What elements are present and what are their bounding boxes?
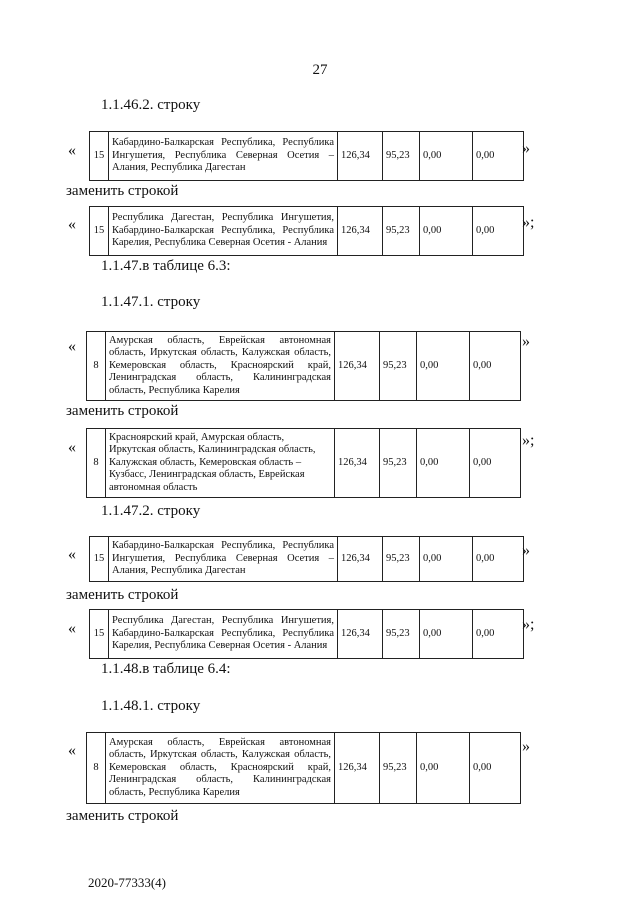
region-list: Республика Дагестан, Республика Ингушетия, Кабардино-Балкарская Республика, Республика Карелия, Республика Северная Осетия - Алания	[109, 610, 338, 659]
value-3: 0,00	[420, 610, 473, 659]
value-1: 126,34	[338, 207, 383, 256]
document-code: 2020-77333(4)	[88, 875, 166, 890]
quote-close: »	[522, 333, 530, 350]
value-2: 95,23	[383, 610, 420, 659]
table-row	[89, 206, 524, 256]
region-list: Амурская область, Еврейская автономная область, Иркутская область, Калужская область, Кемеровская область, Красноярский край, Ленинградская область, Калининградская область, Республика Карелия	[106, 332, 335, 401]
value-1: 126,34	[338, 537, 383, 582]
quote-close-semicolon: »;	[522, 616, 535, 633]
value-4: 0,00	[470, 733, 521, 804]
value-4: 0,00	[473, 610, 524, 659]
heading-1-1-47: 1.1.47.в таблице 6.3:	[101, 258, 231, 274]
quote-close: »	[522, 140, 530, 157]
replace-label: заменить строкой	[66, 403, 179, 419]
quote-close: »	[522, 738, 530, 755]
value-4: 0,00	[470, 332, 521, 401]
quote-close-semicolon: »;	[522, 214, 535, 231]
value-3: 0,00	[420, 132, 473, 181]
value-1: 126,34	[338, 610, 383, 659]
value-3: 0,00	[420, 207, 473, 256]
region-list: Кабардино-Балкарская Республика, Республика Ингушетия, Республика Северная Осетия – Алания, Республика Дагестан	[109, 132, 338, 181]
quote-open: «	[68, 742, 76, 759]
heading-1-1-48: 1.1.48.в таблице 6.4:	[101, 661, 231, 677]
table-row	[86, 428, 521, 498]
quote-open: «	[68, 546, 76, 563]
table-row	[89, 131, 524, 181]
row-number: 8	[87, 733, 106, 804]
value-2: 95,23	[380, 332, 417, 401]
value-4: 0,00	[473, 132, 524, 181]
table-row	[86, 732, 521, 804]
value-2: 95,23	[383, 537, 420, 582]
region-list: Амурская область, Еврейская автономная область, Иркутская область, Калужская область, Кемеровская область, Красноярский край, Ленинградская область, Калининградская область, Республика Карелия	[106, 733, 335, 804]
region-list: Республика Дагестан, Республика Ингушетия, Кабардино-Балкарская Республика, Республика Карелия, Республика Северная Осетия - Алания	[109, 207, 338, 256]
value-1: 126,34	[335, 332, 380, 401]
value-4: 0,00	[473, 537, 524, 582]
heading-1-1-46-2: 1.1.46.2. строку	[101, 97, 201, 113]
replace-label: заменить строкой	[66, 183, 179, 199]
value-4: 0,00	[473, 207, 524, 256]
quote-open: «	[68, 142, 76, 159]
quote-close-semicolon: »;	[522, 432, 535, 449]
heading-1-1-48-1: 1.1.48.1. строку	[101, 698, 201, 714]
region-list: Красноярский край, Амурская область, Иркутская область, Калининградская область, Калужская область, Кемеровская область – Кузбасс, Ленинградская область, Еврейская автономная область	[106, 429, 335, 498]
quote-close: »	[522, 542, 530, 559]
heading-1-1-47-2: 1.1.47.2. строку	[101, 503, 201, 519]
value-1: 126,34	[338, 132, 383, 181]
table-row	[86, 331, 521, 401]
row-number: 8	[87, 429, 106, 498]
quote-open: «	[68, 620, 76, 637]
value-2: 95,23	[380, 429, 417, 498]
region-list: Кабардино-Балкарская Республика, Республика Ингушетия, Республика Северная Осетия – Алания, Республика Дагестан	[109, 537, 338, 582]
row-number: 8	[87, 332, 106, 401]
heading-1-1-47-1: 1.1.47.1. строку	[101, 294, 201, 310]
row-number: 15	[90, 207, 109, 256]
quote-open: «	[68, 338, 76, 355]
value-3: 0,00	[417, 332, 470, 401]
quote-open: «	[68, 216, 76, 233]
value-2: 95,23	[380, 733, 417, 804]
value-3: 0,00	[417, 429, 470, 498]
value-1: 126,34	[335, 733, 380, 804]
replace-label: заменить строкой	[66, 587, 179, 603]
quote-open: «	[68, 439, 76, 456]
value-1: 126,34	[335, 429, 380, 498]
row-number: 15	[90, 537, 109, 582]
page-number: 27	[312, 62, 328, 78]
value-3: 0,00	[420, 537, 473, 582]
row-number: 15	[90, 132, 109, 181]
value-4: 0,00	[470, 429, 521, 498]
table-row	[89, 536, 524, 582]
table-row	[89, 609, 524, 659]
value-2: 95,23	[383, 132, 420, 181]
replace-label: заменить строкой	[66, 808, 179, 824]
row-number: 15	[90, 610, 109, 659]
value-3: 0,00	[417, 733, 470, 804]
value-2: 95,23	[383, 207, 420, 256]
